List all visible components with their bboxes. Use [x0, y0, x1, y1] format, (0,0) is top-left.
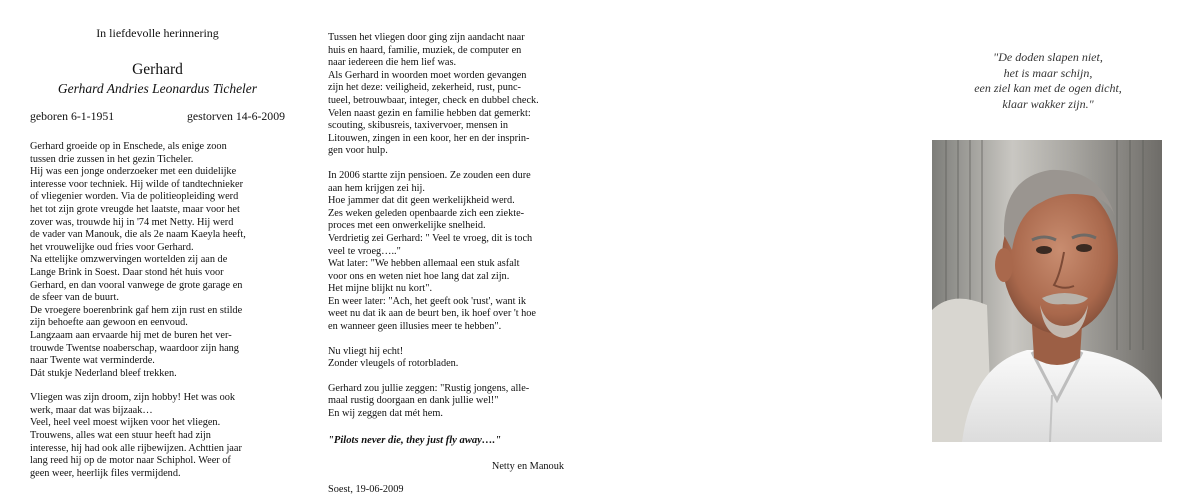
- text-line: werk, maar dat was bijzaak…: [30, 404, 153, 416]
- text-line: het tot zijn grote vreugde het laatste, maar voor het: [30, 203, 240, 215]
- signature: Netty en Manouk: [491, 461, 564, 473]
- text-line: huis en haard, familie, muziek, de computer en: [328, 44, 522, 56]
- text-line: Trouwens, alles wat een stuur heeft had zijn: [30, 430, 211, 442]
- text-line: aan hem krijgen zei hij.: [328, 182, 425, 194]
- text-line: "De doden slapen niet,: [993, 50, 1103, 64]
- bio-paragraph: [328, 383, 566, 421]
- text-line: De vroegere boerenbrink gaf hem zijn rust en stilde: [30, 304, 243, 316]
- text-line: de vader van Manouk, die als 2e naam Kaeyla heeft,: [30, 229, 246, 241]
- bio-paragraph: [328, 346, 566, 371]
- bio-paragraph: [328, 32, 566, 158]
- text-line: Litouwen, zingen in een koor, her en der insprin-: [328, 132, 530, 144]
- text-line: Langzaam aan ervaarde hij met de buren het ver-: [30, 329, 232, 341]
- text-line: scouting, skibusreis, taxivervoer, mensen in: [328, 120, 509, 132]
- life-dates: [30, 109, 285, 124]
- text-line: maal rustig doorgaan en dank jullie wel!": [328, 395, 499, 407]
- text-line: Tussen het vliegen door ging zijn aandacht naar: [328, 32, 525, 43]
- bio-paragraph: [328, 170, 566, 334]
- text-line: of vliegenier worden. Via de politieopleiding werd: [30, 191, 239, 203]
- text-line: een ziel kan met de ogen dicht,: [974, 81, 1122, 96]
- text-line: Gerhard zou jullie zeggen: "Rustig jongens, alle-: [328, 382, 530, 394]
- text-line: weet nu dat ik aan de beurt ben, ik hoef over 't hoe: [328, 308, 537, 320]
- text-line: naar iedereen die hem lief was.: [328, 57, 457, 69]
- text-line: En weer later: "Ach, het geeft ook 'rust', want ik: [328, 295, 527, 307]
- text-line: Gerhard, en dan vooral vanwege de grote garage en: [30, 279, 243, 291]
- portrait-photo-graphic: [932, 140, 1162, 442]
- text-line: In 2006 startte zijn pensioen. Ze zouden een dure: [328, 169, 531, 181]
- column-left: [30, 26, 285, 480]
- text-line: tussen drie zussen in het gezin Ticheler.: [30, 153, 194, 165]
- poem: [948, 50, 1148, 112]
- deceased-full-name: Gerhard Andries Leonardus Ticheler: [57, 81, 258, 96]
- text-line: de sfeer van de buurt.: [30, 292, 119, 304]
- intro-text: In liefdevolle herinnering: [96, 26, 219, 40]
- text-line: Het mijne blijkt nu kort".: [328, 283, 433, 295]
- portrait-photo: [932, 140, 1162, 442]
- text-line: zijn behoefte aan gewoon en eenvoud.: [30, 317, 188, 329]
- text-line: Na ettelijke omzwervingen wortelden zij aan de: [30, 254, 228, 266]
- text-line: lang reed hij op de motor naar Schiphol. Weer of: [30, 455, 231, 467]
- text-line: tueel, betrouwbaar, integer, check en dubbel check.: [328, 94, 539, 106]
- pilot-quote: "Pilots never die, they just fly away….": [328, 434, 502, 446]
- text-line: klaar wakker zijn.": [1002, 96, 1094, 111]
- text-line: naar Twente wat verminderde.: [30, 355, 155, 367]
- text-line: veel te vroeg…..": [328, 245, 401, 257]
- text-line: Hoe jammer dat dit geen werkelijkheid werd.: [328, 195, 515, 207]
- text-line: Zes weken geleden openbaarde zich een ziekte-: [328, 207, 525, 219]
- text-line: Veel, heel veel moest wijken voor het vliegen.: [30, 417, 221, 429]
- text-line: En wij zeggen dat mét hem.: [328, 408, 443, 420]
- text-line: Wat later: "We hebben allemaal een stuk asfalt: [328, 258, 520, 270]
- text-line: zover was, trouwde hij in '74 met Netty. Hij werd: [30, 216, 234, 228]
- text-line: Verdrietig zei Gerhard: " Veel te vroeg, dit is toch: [328, 232, 533, 244]
- text-line: interesse voor techniek. Hij wilde of tandtechnieker: [30, 178, 244, 190]
- text-line: Velen naast gezin en familie hebben dat gemerkt:: [328, 107, 531, 119]
- death-date: gestorven 14-6-2009: [187, 109, 285, 123]
- text-line: Zonder vleugels of rotorbladen.: [328, 358, 459, 370]
- text-line: proces met een onwerkelijke snelheid.: [328, 220, 486, 232]
- column-middle: [328, 32, 566, 496]
- place-date: Soest, 19-06-2009: [328, 483, 404, 495]
- text-line: en wanneer geen illusies meer te hebben".: [328, 321, 502, 333]
- text-line: het vrouwelijke oud fries voor Gerhard.: [30, 241, 194, 253]
- biography-text: [30, 141, 285, 480]
- text-line: Als Gerhard in woorden moet worden gevangen: [328, 69, 527, 81]
- bio-paragraph: [30, 141, 285, 380]
- birth-date: geboren 6-1-1951: [30, 109, 115, 123]
- text-line: zijn het deze: veiligheid, zekerheid, rust, punc-: [328, 82, 521, 94]
- text-line: trouwde Twentse noaberschap, waardoor zijn hang: [30, 342, 239, 354]
- text-line: voor ons en weten niet hoe lang dat zal zijn.: [328, 270, 510, 282]
- bio-paragraph: [30, 392, 285, 480]
- text-line: Gerhard groeide op in Enschede, als enige zoon: [30, 141, 227, 152]
- text-line: Hij was een jonge onderzoeker met een duidelijke: [30, 166, 237, 178]
- deceased-name: Gerhard: [132, 61, 183, 78]
- text-line: geen weer, heerlijk files vermijdend.: [30, 467, 181, 479]
- text-line: Dát stukje Nederland bleef trekken.: [30, 367, 177, 379]
- text-line: interesse, hij had ook alle rijbewijzen. Achttien jaar: [30, 442, 242, 454]
- text-line: Nu vliegt hij echt!: [328, 345, 404, 357]
- text-line: gen voor hulp.: [328, 145, 388, 157]
- text-line: het is maar schijn,: [1003, 65, 1093, 80]
- text-line: Vliegen was zijn droom, zijn hobby! Het was ook: [30, 392, 236, 404]
- text-line: Lange Brink in Soest. Daar stond hét huis voor: [30, 266, 224, 278]
